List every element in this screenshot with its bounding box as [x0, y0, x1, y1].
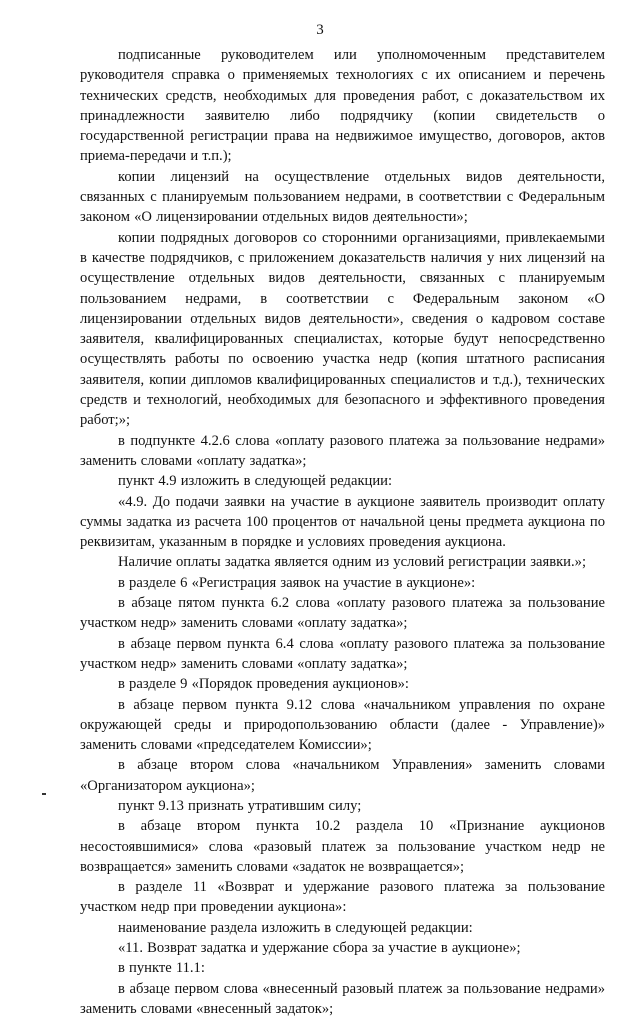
paragraph: копии лицензий на осуществление отдельных видов деятельности, связанных с планируемым пользованием недрами, в соответствии с Федеральным законом «О лицензировании отдельных видов деятельности»; [80, 168, 605, 226]
document-body [80, 45, 605, 1019]
paragraph: пункт 4.9 изложить в следующей редакции: [118, 473, 393, 490]
paragraph: в пункте 11.1: [118, 960, 205, 977]
paragraph: Наличие оплаты задатка является одним из условий регистрации заявки.»; [118, 554, 586, 571]
paragraph: подписанные руководителем или уполномоченным представителем руководителя справка о применяемых технологиях с их описанием и перечень технических средств, необходимых для проведения работ, с доказательством их принадлежности заявителю либо подрядчику (копии свидетельств о государственной регистрации права на недвижимое имущество, договоров, актов приема-передачи и т.п.); [80, 47, 605, 165]
paragraph: в абзаце первом слова «внесенный разовый платеж за пользование недрами» заменить словами «внесенный задаток»; [80, 980, 605, 1017]
paragraph: в подпункте 4.2.6 слова «оплату разового платежа за пользование недрами» заменить словами «оплату задатка»; [80, 432, 605, 469]
paragraph: в абзаце первом пункта 6.4 слова «оплату разового платежа за пользование участком недр» заменить словами «оплату задатка»; [80, 635, 605, 672]
paragraph: «4.9. До подачи заявки на участие в аукционе заявитель производит оплату суммы задатка из расчета 100 процентов от начальной цены предмета аукциона по реквизитам, указанным в порядке и условиях проведения аукциона. [80, 493, 605, 551]
paragraph: в абзаце втором слова «начальником Управления» заменить словами «Организатором аукциона»; [80, 757, 605, 794]
paragraph: в абзаце первом пункта 9.12 слова «начальником управления по охране окружающей среды и природопользованию области (далее - Управление)» заменить словами «председателем Комиссии»; [80, 696, 605, 754]
paragraph: пункт 9.13 признать утратившим силу; [118, 797, 362, 814]
page-number: 3 [316, 22, 324, 38]
paragraph: в разделе 6 «Регистрация заявок на участие в аукционе»: [118, 574, 476, 591]
paragraph: в абзаце втором пункта 10.2 раздела 10 «Признание аукционов несостоявшимися» слова «разовый платеж за пользование участком недр не возвращается» заменить словами «задаток не возвращается»; [80, 818, 605, 875]
paragraph: в разделе 11 «Возврат и удержание разового платежа за пользование участком недр при проведении аукциона»: [80, 879, 605, 916]
paragraph: «11. Возврат задатка и удержание сбора за участие в аукционе»; [118, 940, 521, 957]
paragraph: наименование раздела изложить в следующей редакции: [118, 919, 473, 936]
paragraph: в разделе 9 «Порядок проведения аукционов»: [118, 676, 409, 693]
paragraph: в абзаце пятом пункта 6.2 слова «оплату разового платежа за пользование участком недр» заменить словами «оплату задатка»; [80, 595, 605, 632]
scan-mark [42, 793, 46, 795]
paragraph: копии подрядных договоров со сторонними организациями, привлекаемыми в качестве подрядчиков, с приложением доказательств наличия у них лицензий на осуществление отдельных видов деятельности, связанных с планируемым пользованием недрами, в соответствии с Федеральным законом «О лицензировании отдельных видов деятельности», сведения о кадровом составе заявителя, квалифицированных специалистах, которые будут непосредственно осуществлять работы по освоению участка недр (копия штатного расписания заявителя, копии дипломов квалифицированных специалистов и т.д.), технических средств и технологий, необходимых для безопасного и эффективного проведения работ;»; [80, 229, 605, 429]
